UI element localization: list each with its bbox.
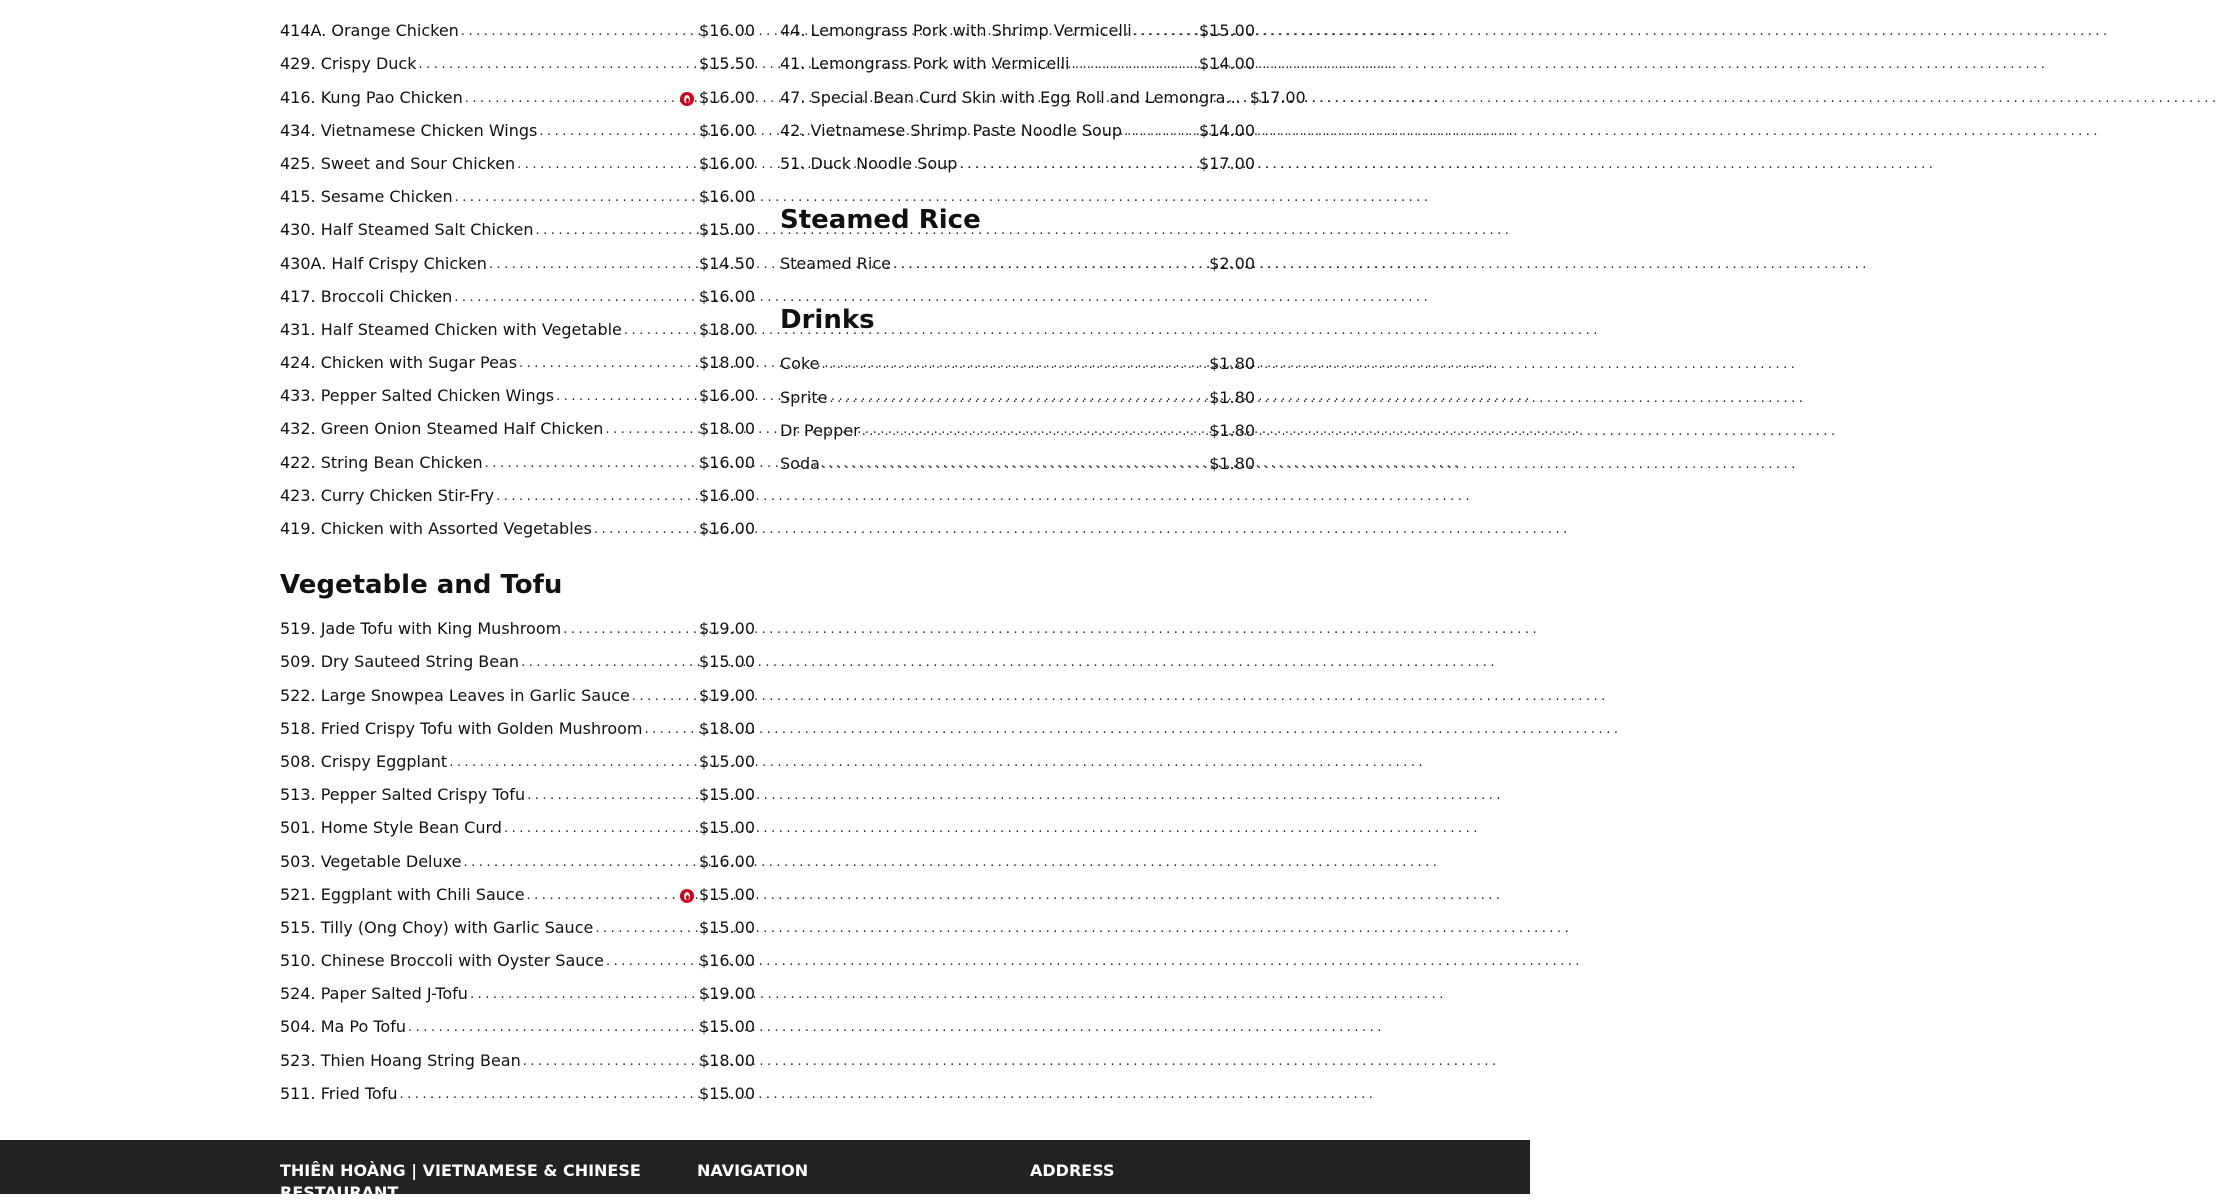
dot-leader	[418, 56, 698, 74]
dot-leader	[470, 986, 698, 1004]
menu-item-price: $16.00	[699, 87, 755, 107]
dot-leader	[461, 23, 698, 41]
menu-item	[280, 274, 755, 307]
menu-item	[780, 408, 1255, 441]
menu-item-name: 518. Fried Crispy Tofu with Golden Mushroom	[280, 718, 643, 738]
menu-item-price: $15.00	[1199, 21, 1255, 41]
dot-leader	[1243, 90, 1249, 108]
menu-item	[280, 439, 755, 472]
dot-leader	[496, 488, 698, 506]
menu-item	[280, 838, 755, 871]
menu-item-price: $18.00	[699, 1050, 755, 1070]
menu-item	[280, 706, 755, 739]
menu-item-name: 424. Chicken with Sugar Peas	[280, 353, 518, 373]
menu-item	[280, 1037, 755, 1070]
menu-item-price: $16.00	[699, 452, 755, 472]
dot-leader	[527, 887, 680, 905]
footer-navigation-heading: NAVIGATION	[697, 1161, 809, 1180]
menu-item	[780, 108, 1255, 141]
menu-item-name: 524. Paper Salted J-Tofu	[280, 984, 468, 1004]
dot-leader	[595, 920, 698, 938]
vegetable-tofu-list	[280, 606, 755, 1104]
menu-item	[280, 174, 755, 207]
site-footer	[0, 1140, 1530, 1202]
menu-item-price: $16.00	[699, 519, 755, 538]
menu-item	[280, 938, 755, 971]
menu-item	[280, 971, 755, 1004]
menu-item-name: 508. Crispy Eggplant	[280, 751, 448, 771]
menu-item-name: 430. Half Steamed Salt Chicken	[280, 220, 534, 240]
menu-item-name: 41. Lemongrass Pork with Vermicelli	[780, 54, 1070, 74]
dot-leader	[632, 688, 698, 706]
menu-item	[280, 8, 755, 41]
footer-address-heading: ADDRESS	[1030, 1161, 1115, 1180]
menu-item-name: 501. Home Style Bean Curd	[280, 818, 502, 838]
dot-leader	[449, 754, 698, 772]
menu-item-price: $15.00	[699, 917, 755, 937]
menu-item-name: 423. Curry Chicken Stir-Fry	[280, 485, 495, 505]
menu-item-name: 523. Thien Hoang String Bean	[280, 1050, 521, 1070]
steamed-rice-list	[780, 241, 1255, 274]
menu-item-price: $19.00	[699, 984, 755, 1004]
menu-item	[280, 373, 755, 406]
menu-item	[780, 241, 1255, 274]
dot-leader	[822, 456, 1208, 474]
menu-item-name: 47. Special Bean Curd Skin with Egg Roll and Lemongra...	[780, 87, 1241, 107]
dot-leader	[829, 390, 1208, 408]
menu-item-name: 416. Kung Pao Chicken	[280, 87, 463, 107]
menu-item-name: 425. Sweet and Sour Chicken	[280, 153, 516, 173]
menu-item	[280, 473, 755, 506]
menu-item-name: 431. Half Steamed Chicken with Vegetable	[280, 319, 622, 339]
menu-item-name: Steamed Rice	[780, 254, 891, 274]
menu-item	[780, 374, 1255, 407]
spicy-flame-icon	[680, 889, 694, 903]
menu-item	[280, 74, 755, 107]
menu-item-price: $18.00	[699, 353, 755, 373]
menu-item-name: 511. Fried Tofu	[280, 1083, 398, 1103]
dot-leader	[563, 621, 698, 639]
dot-leader	[504, 820, 698, 838]
menu-item-price: $1.80	[1209, 453, 1255, 473]
menu-item-price: $15.50	[699, 54, 755, 74]
dot-leader	[489, 256, 698, 274]
menu-item	[280, 606, 755, 639]
menu-item-name: 515. Tilly (Ong Choy) with Garlic Sauce	[280, 917, 594, 937]
dot-leader	[519, 355, 698, 373]
menu-item-name: Coke	[780, 354, 820, 374]
menu-item-name: 510. Chinese Broccoli with Oyster Sauce	[280, 951, 605, 971]
dot-leader	[485, 455, 698, 473]
dot-leader	[959, 156, 1198, 174]
menu-item	[780, 341, 1255, 374]
menu-item-price: $16.00	[699, 851, 755, 871]
dot-leader	[594, 521, 698, 539]
dot-leader	[463, 854, 698, 872]
menu-item-name: 521. Eggplant with Chili Sauce	[280, 884, 525, 904]
dot-leader	[822, 356, 1209, 374]
dot-leader	[1134, 23, 1198, 41]
menu-item	[280, 406, 755, 439]
menu-item-name: 522. Large Snowpea Leaves in Garlic Sauce	[280, 685, 630, 705]
dot-leader	[556, 388, 698, 406]
menu-item	[280, 307, 755, 340]
menu-item	[280, 340, 755, 373]
menu-item-price: $15.00	[699, 1017, 755, 1037]
menu-item-price: $18.00	[699, 718, 755, 738]
menu-item-name: 44. Lemongrass Pork with Shrimp Vermicelli	[780, 21, 1132, 41]
menu-item	[280, 772, 755, 805]
menu-item	[280, 41, 755, 74]
menu-item-name: 504. Ma Po Tofu	[280, 1017, 406, 1037]
menu-item-price: $15.00	[699, 751, 755, 771]
menu-item-name: 42. Vietnamese Shrimp Paste Noodle Soup	[780, 120, 1123, 140]
menu-item-price: $16.00	[699, 120, 755, 140]
dot-leader	[517, 156, 698, 174]
dot-leader	[606, 953, 698, 971]
noodle-list	[780, 8, 1306, 174]
section-title-steamed-rice: Steamed Rice	[780, 204, 981, 235]
menu-item-price: $17.00	[1249, 87, 1306, 107]
menu-item-price: $15.00	[699, 884, 755, 904]
dot-leader	[1072, 56, 1199, 74]
menu-item-name: Sprite	[780, 387, 828, 407]
menu-item	[780, 8, 1255, 41]
dot-leader	[645, 721, 699, 739]
menu-item	[280, 739, 755, 772]
menu-item-price: $16.00	[699, 187, 755, 207]
menu-item	[780, 74, 1306, 107]
menu-item	[280, 1071, 755, 1104]
menu-item	[280, 108, 755, 141]
dot-leader	[523, 1053, 698, 1071]
menu-item	[280, 872, 755, 905]
dot-leader	[535, 222, 698, 240]
dot-leader	[862, 423, 1209, 441]
menu-item	[280, 207, 755, 240]
dot-leader	[624, 322, 698, 340]
menu-item-price: $15.00	[699, 818, 755, 838]
dot-leader	[408, 1019, 698, 1037]
dot-leader	[1124, 123, 1198, 141]
menu-right-column	[780, 0, 1306, 474]
menu-item-price: $1.80	[1209, 387, 1255, 407]
menu-item	[280, 672, 755, 705]
menu-item-price: $18.00	[699, 419, 755, 439]
menu-item	[780, 141, 1255, 174]
dot-leader	[539, 123, 698, 141]
menu-item-price: $17.00	[1199, 153, 1255, 173]
drinks-list	[780, 341, 1255, 474]
menu-item-name: 419. Chicken with Assorted Vegetables	[280, 519, 592, 538]
menu-item	[280, 1004, 755, 1037]
dot-leader	[893, 256, 1208, 274]
footer-brand[interactable]: THIÊN HOÀNG | VIETNAMESE & CHINESE RESTAURANT	[280, 1161, 641, 1202]
menu-item-price: $14.00	[1199, 54, 1255, 74]
menu-item	[280, 905, 755, 938]
menu-item-name: 414A. Orange Chicken	[280, 21, 459, 41]
menu-item-name: 417. Broccoli Chicken	[280, 286, 453, 306]
menu-item-price: $15.00	[699, 652, 755, 672]
menu-item-name: 513. Pepper Salted Crispy Tofu	[280, 785, 526, 805]
dot-leader	[605, 421, 698, 439]
menu-item-price: $16.00	[699, 153, 755, 173]
menu-item-price: $16.00	[699, 286, 755, 306]
dot-leader	[455, 189, 698, 207]
dot-leader	[465, 90, 680, 108]
menu-item-name: 422. String Bean Chicken	[280, 452, 483, 472]
menu-item-name: 434. Vietnamese Chicken Wings	[280, 120, 538, 140]
menu-item-price: $15.00	[699, 785, 755, 805]
menu-item-name: 430A. Half Crispy Chicken	[280, 253, 487, 273]
menu-item-price: $16.00	[699, 485, 755, 505]
menu-item-price: $15.00	[699, 1083, 755, 1103]
chicken-list	[280, 8, 755, 539]
menu-item-price: $14.50	[699, 253, 755, 273]
menu-item-price: $1.80	[1209, 354, 1255, 374]
menu-item-name: 432. Green Onion Steamed Half Chicken	[280, 419, 604, 439]
menu-item-price: $1.80	[1209, 420, 1255, 440]
menu-item-price: $16.00	[699, 21, 755, 41]
menu-item-price: $15.00	[699, 220, 755, 240]
spicy-flame-icon	[680, 92, 694, 106]
menu-item	[780, 41, 1255, 74]
dot-leader	[527, 787, 698, 805]
menu-item-name: 415. Sesame Chicken	[280, 187, 453, 207]
menu-item-name: 429. Crispy Duck	[280, 54, 417, 74]
dot-leader	[399, 1086, 698, 1104]
menu-item-name: 51. Duck Noodle Soup	[780, 153, 958, 173]
menu-item-price: $2.00	[1209, 254, 1255, 274]
menu-item-name: Dr Pepper	[780, 420, 860, 440]
menu-item-price: $18.00	[699, 319, 755, 339]
section-title-drinks: Drinks	[780, 305, 875, 336]
menu-item	[280, 639, 755, 672]
menu-item-price: $16.00	[699, 386, 755, 406]
menu-item-price: $16.00	[699, 951, 755, 971]
menu-item-price: $19.00	[699, 619, 755, 639]
section-title-vegetable-tofu: Vegetable and Tofu	[280, 570, 563, 600]
dot-leader	[521, 654, 698, 672]
menu-item	[280, 240, 755, 273]
menu-item-name: Soda	[780, 453, 820, 473]
menu-item-price: $19.00	[699, 685, 755, 705]
menu-item-price: $14.00	[1199, 120, 1255, 140]
menu-left-column	[280, 0, 755, 1104]
menu-item-name: 509. Dry Sauteed String Bean	[280, 652, 520, 672]
menu-item	[280, 805, 755, 838]
menu-item	[280, 506, 755, 539]
menu-item-name: 433. Pepper Salted Chicken Wings	[280, 386, 555, 406]
dot-leader	[454, 289, 698, 307]
menu-item-name: 519. Jade Tofu with King Mushroom	[280, 619, 562, 639]
menu-item	[280, 141, 755, 174]
menu-item	[780, 441, 1255, 474]
menu-item-name: 503. Vegetable Deluxe	[280, 851, 462, 871]
